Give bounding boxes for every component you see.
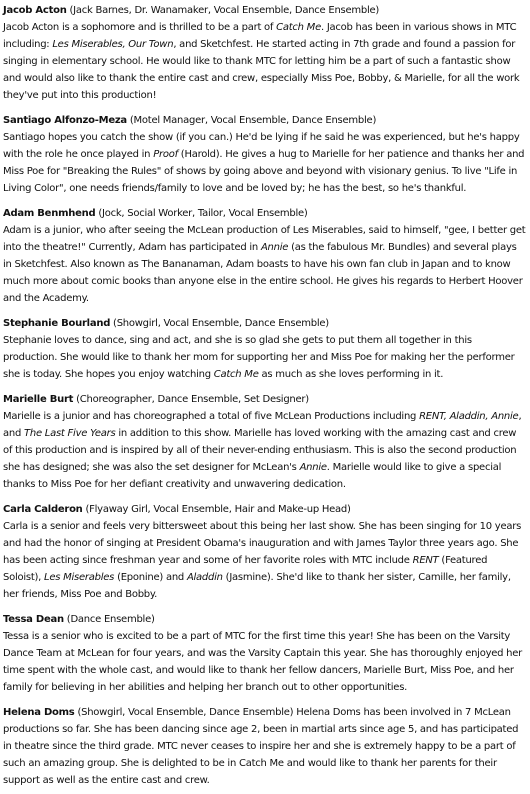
cast-bio: [3, 611, 526, 696]
cast-member-name: Santiago Alfonzo-Meza: [3, 115, 127, 126]
bio-text: [3, 408, 526, 493]
italic-title: Catch Me: [276, 22, 321, 33]
bio-text-segment: Tessa is a senior who is excited to be a part of MTC for the first time this year! She has been on the Varsity Dance Team at McLean for four years, and was the Varsity Captain this year. She has thoroughly enjoyed her time spent with the whole cast, and would like to thank her fellow dancers, Marielle Burt, Miss Poe, and her family for believing in her abilities and helping her branch out to other opportunities.: [3, 631, 523, 693]
bio-text: [3, 332, 526, 383]
cast-bio: [3, 112, 526, 197]
italic-title: Annie: [299, 462, 327, 473]
bio-text-segment: Helena Doms has been involved in 7 McLean productions so far. She has been dancing since age 2, been in martial arts since age 5, and has participated in theatre since the third grade. MTC never ceases to inspire her and she is extremely happy to be a part of such an amazing group. She is delighted to be in Catch Me and would like to thank her parents for their support as well as the entire cast and crew.: [3, 707, 519, 786]
bio-text: [3, 707, 518, 786]
italic-title: Les Miserables, Our Town: [52, 39, 174, 50]
bio-text-segment: (as the fabulous Mr. Bundles) and several plays in Sketchfest. Also known as The Bananaman, Adam boasts to have his own fan club in Japan and to know much more about comic books than anyone else in the entire school. He gives his regards to Herbert Hoover and the Academy.: [3, 242, 523, 304]
bio-text-segment: , and Sketchfest. He started acting in 7th grade and found a passion for singing in elementary school. He would like to thank MTC for letting him be a part of such a fantastic show and would also like to thank the entire cast and crew, especially Miss Poe, Bobby, & Marielle, for all the work they've put into this production!: [3, 39, 520, 101]
cast-bio: [3, 704, 526, 789]
cast-bio: [3, 391, 526, 493]
bio-text-segment: Stephanie loves to dance, sing and act, and she is so glad she gets to put them all together in this production. She would like to thank her mom for supporting her and Miss Poe for making her the performer she is today. She hopes you enjoy watching: [3, 335, 515, 380]
bio-text-segment: Marielle is a junior and has choreographed a total of five McLean Productions including: [3, 411, 420, 422]
bio-text-segment: Santiago hopes you catch the show (if you can.) He'd be lying if he said he was experienced, but he's happy with the role he once played in: [3, 132, 520, 160]
cast-bio: [3, 501, 526, 603]
cast-member-name: Helena Doms: [3, 707, 75, 718]
cast-bio: [3, 315, 526, 383]
cast-member-name: Jacob Acton: [3, 5, 67, 16]
cast-bio: [3, 205, 526, 307]
bio-heading: [3, 391, 526, 408]
italic-title: Annie: [260, 242, 289, 253]
italic-title: The Last Five Years: [24, 428, 116, 439]
bio-text-segment: (Harold). He gives a hug to Marielle for her patience and thanks her and Miss Poe for "Breaking the Rules" of shows by going above and beyond with visionary genius. To live "Life in Living Color", one needs friends/family to love and be loved by; he has the best, so he's thankful.: [3, 149, 525, 194]
cast-member-roles: (Showgirl, Vocal Ensemble, Dance Ensemble): [113, 318, 329, 329]
cast-member-name: Adam Benmhend: [3, 208, 96, 219]
bio-text-segment: as much as she loves performing in it.: [258, 369, 444, 380]
cast-member-name: Stephanie Bourland: [3, 318, 111, 329]
cast-member-roles: (Jack Barnes, Dr. Wanamaker, Vocal Ensemble, Dance Ensemble): [69, 5, 380, 16]
italic-title: Les Miserables: [44, 572, 115, 583]
italic-title: RENT: [412, 555, 439, 566]
bio-text-segment: (Jasmine). She'd like to thank her sister, Camille, her family, her friends, Miss Poe and Bobby.: [3, 572, 511, 600]
bio-text: [3, 19, 526, 104]
bio-text-segment: Carla is a senior and feels very bittersweet about this being her last show. She has been singing for 10 years and had the honor of singing at President Obama's inauguration and with James Taylor three years ago. She has been acting since freshman year and some of her favorite roles with MTC include: [3, 521, 522, 566]
bio-text-segment: (Eponine) and: [114, 572, 187, 583]
bio-text: [3, 518, 526, 603]
cast-member-name: Carla Calderon: [3, 504, 83, 515]
cast-member-roles: (Dance Ensemble): [66, 614, 155, 625]
italic-title: Proof: [153, 149, 178, 160]
cast-member-name: Marielle Burt: [3, 394, 74, 405]
bio-heading: [3, 205, 526, 222]
bio-heading: [3, 2, 526, 19]
cast-member-roles: (Jock, Social Worker, Tailor, Vocal Ensemble): [98, 208, 308, 219]
bio-text-segment: (Featured Soloist),: [3, 555, 488, 583]
italic-title: Aladdin: [186, 572, 223, 583]
bio-text-segment: Jacob Acton is a sophomore and is thrilled to be a part of: [3, 22, 277, 33]
bio-text-segment: , and: [3, 411, 522, 439]
bio-heading: [3, 611, 526, 628]
bio-text-segment: in addition to this show. Marielle has loved working with the amazing cast and crew of this production and is inspired by all of their never-ending enthusiasm. This is also the second production she has designed; she was also the set designer for McLean's: [3, 428, 517, 473]
bio-text-segment: . Jacob has been in various shows in MTC including:: [3, 22, 517, 50]
cast-member-name: Tessa Dean: [3, 614, 64, 625]
cast-member-roles: (Showgirl, Vocal Ensemble, Dance Ensemble): [77, 707, 294, 718]
cast-member-roles: (Flyaway Girl, Vocal Ensemble, Hair and Make-up Head): [85, 504, 351, 515]
bio-text-segment: Adam is a junior, who after seeing the McLean production of Les Miserables, said to himself, "gee, I better get into the theatre!" Currently, Adam has participated in: [3, 225, 526, 253]
bio-heading: [3, 707, 296, 718]
bio-text: [3, 628, 526, 696]
bio-text-segment: . Marielle would like to give a special thanks to Miss Poe for her defiant creativity and unwavering dedication.: [3, 462, 502, 490]
bio-heading: [3, 501, 526, 518]
cast-member-roles: (Choreographer, Dance Ensemble, Set Designer): [76, 394, 309, 405]
italic-title: Catch Me: [213, 369, 259, 380]
cast-bio: [3, 2, 526, 104]
cast-member-roles: (Motel Manager, Vocal Ensemble, Dance Ensemble): [129, 115, 377, 126]
bio-text: [3, 129, 526, 197]
bio-heading: [3, 112, 526, 129]
bio-heading: [3, 315, 526, 332]
bio-text: [3, 222, 526, 307]
italic-title: RENT, Aladdin, Annie: [419, 411, 519, 422]
